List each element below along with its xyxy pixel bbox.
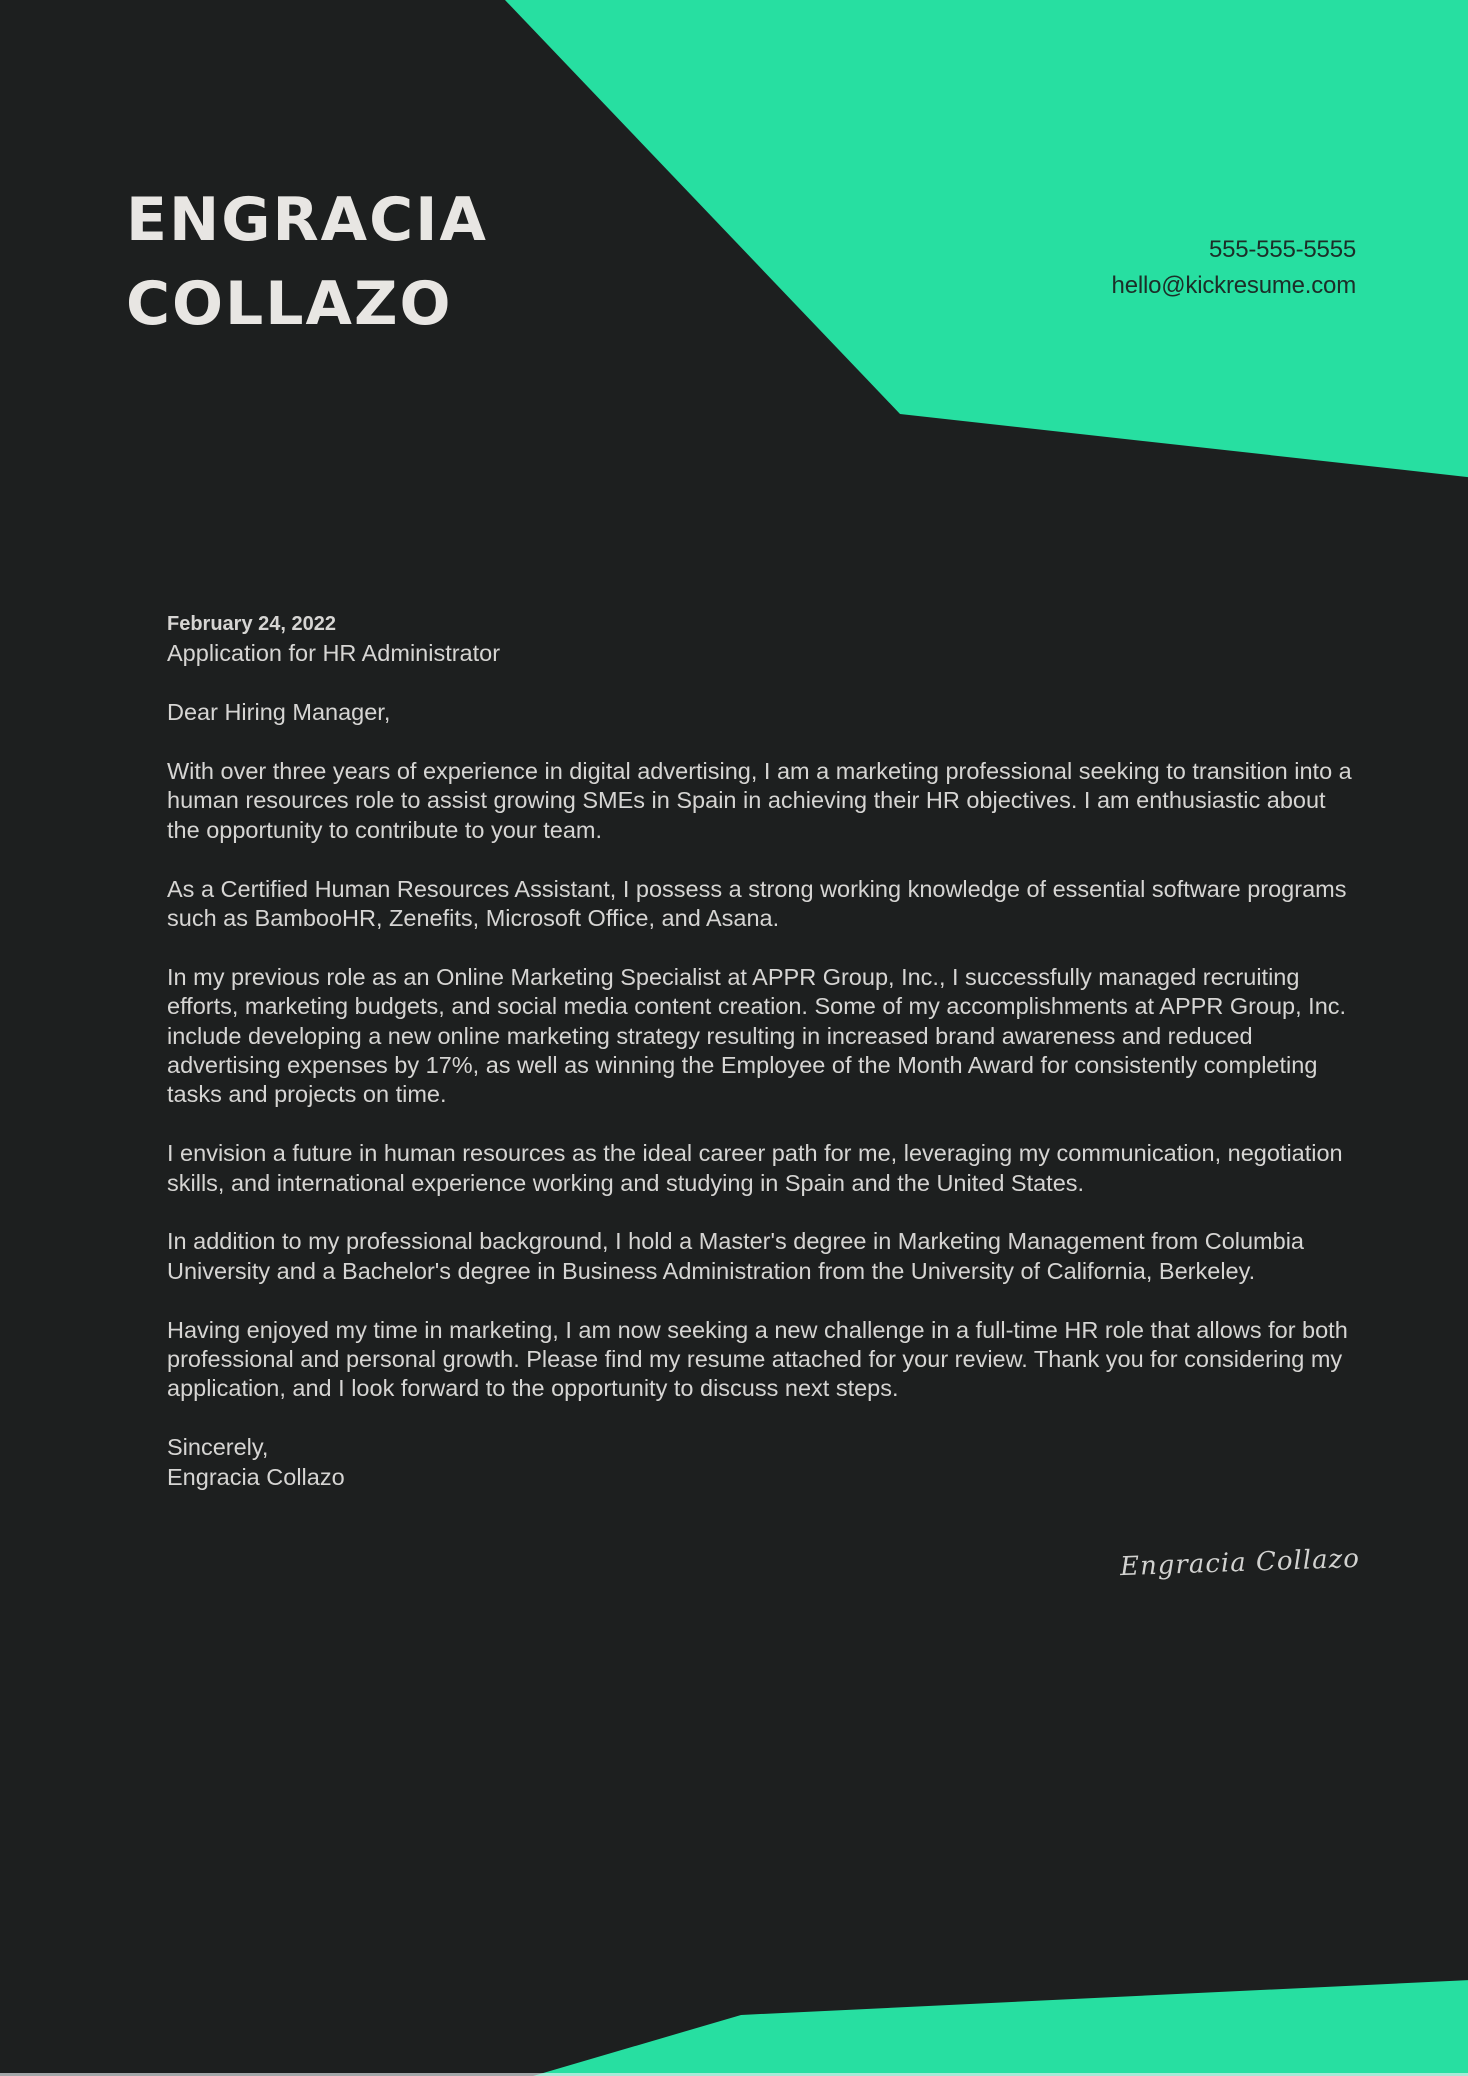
handwritten-signature: Engracia Collazo	[1119, 1543, 1361, 1583]
letter-paragraph-1: With over three years of experience in digital advertising, I am a marketing professional seeking to transition into a human resources role to assist growing SMEs in Spain in achieving their HR objectives. I am enthusiastic about the opportunity to contribute to your team.	[167, 758, 1352, 843]
letter-salutation: Dear Hiring Manager,	[167, 699, 391, 726]
letter-date: February 24, 2022	[167, 613, 336, 635]
email-address: hello@kickresume.com	[1111, 272, 1356, 299]
letter-subject: Application for HR Administrator	[167, 640, 501, 667]
letter-paragraph-2: As a Certified Human Resources Assistant, I possess a strong working knowledge of essential software programs such as BambooHR, Zenefits, Microsoft Office, and Asana.	[167, 875, 1347, 932]
applicant-name-line1: ENGRACIA	[126, 185, 488, 255]
closing-word: Sincerely,	[167, 1434, 269, 1461]
closing-name: Engracia Collazo	[167, 1463, 345, 1490]
letter-paragraph-3: In my previous role as an Online Marketing Specialist at APPR Group, Inc., I successfully managed recruiting efforts, marketing budgets, and social media content creation. Some of my accomplishments at APPR Group, Inc. include developing a new online marketing strategy resulting in increased brand awareness and reduced advertising expenses by 17%, as well as winning the Employee of the Month Award for consistently completing tasks and projects on time.	[167, 963, 1347, 1108]
letter-paragraph-5: In addition to my professional background, I hold a Master's degree in Marketing Management from Columbia University and a Bachelor's degree in Business Administration from the University of California, Berkeley.	[167, 1228, 1304, 1284]
applicant-name-line2: COLLAZO	[126, 269, 453, 339]
letter-paragraph-4: I envision a future in human resources as the ideal career path for me, leveraging my communication, negotiation skills, and international experience working and studying in Spain and the United States.	[167, 1140, 1343, 1196]
letter-closing	[167, 1433, 1359, 1492]
applicant-name-heading	[126, 178, 488, 346]
contact-info	[1112, 232, 1356, 304]
letter-body	[167, 610, 1359, 1492]
letter-paragraph-6: Having enjoyed my time in marketing, I am now seeking a new challenge in a full-time HR role that allows for both professional and personal growth. Please find my resume attached for your review. Thank you for considering my application, and I look forward to the opportunity to discuss next steps.	[167, 1316, 1348, 1402]
phone-number: 555-555-5555	[1208, 236, 1356, 263]
